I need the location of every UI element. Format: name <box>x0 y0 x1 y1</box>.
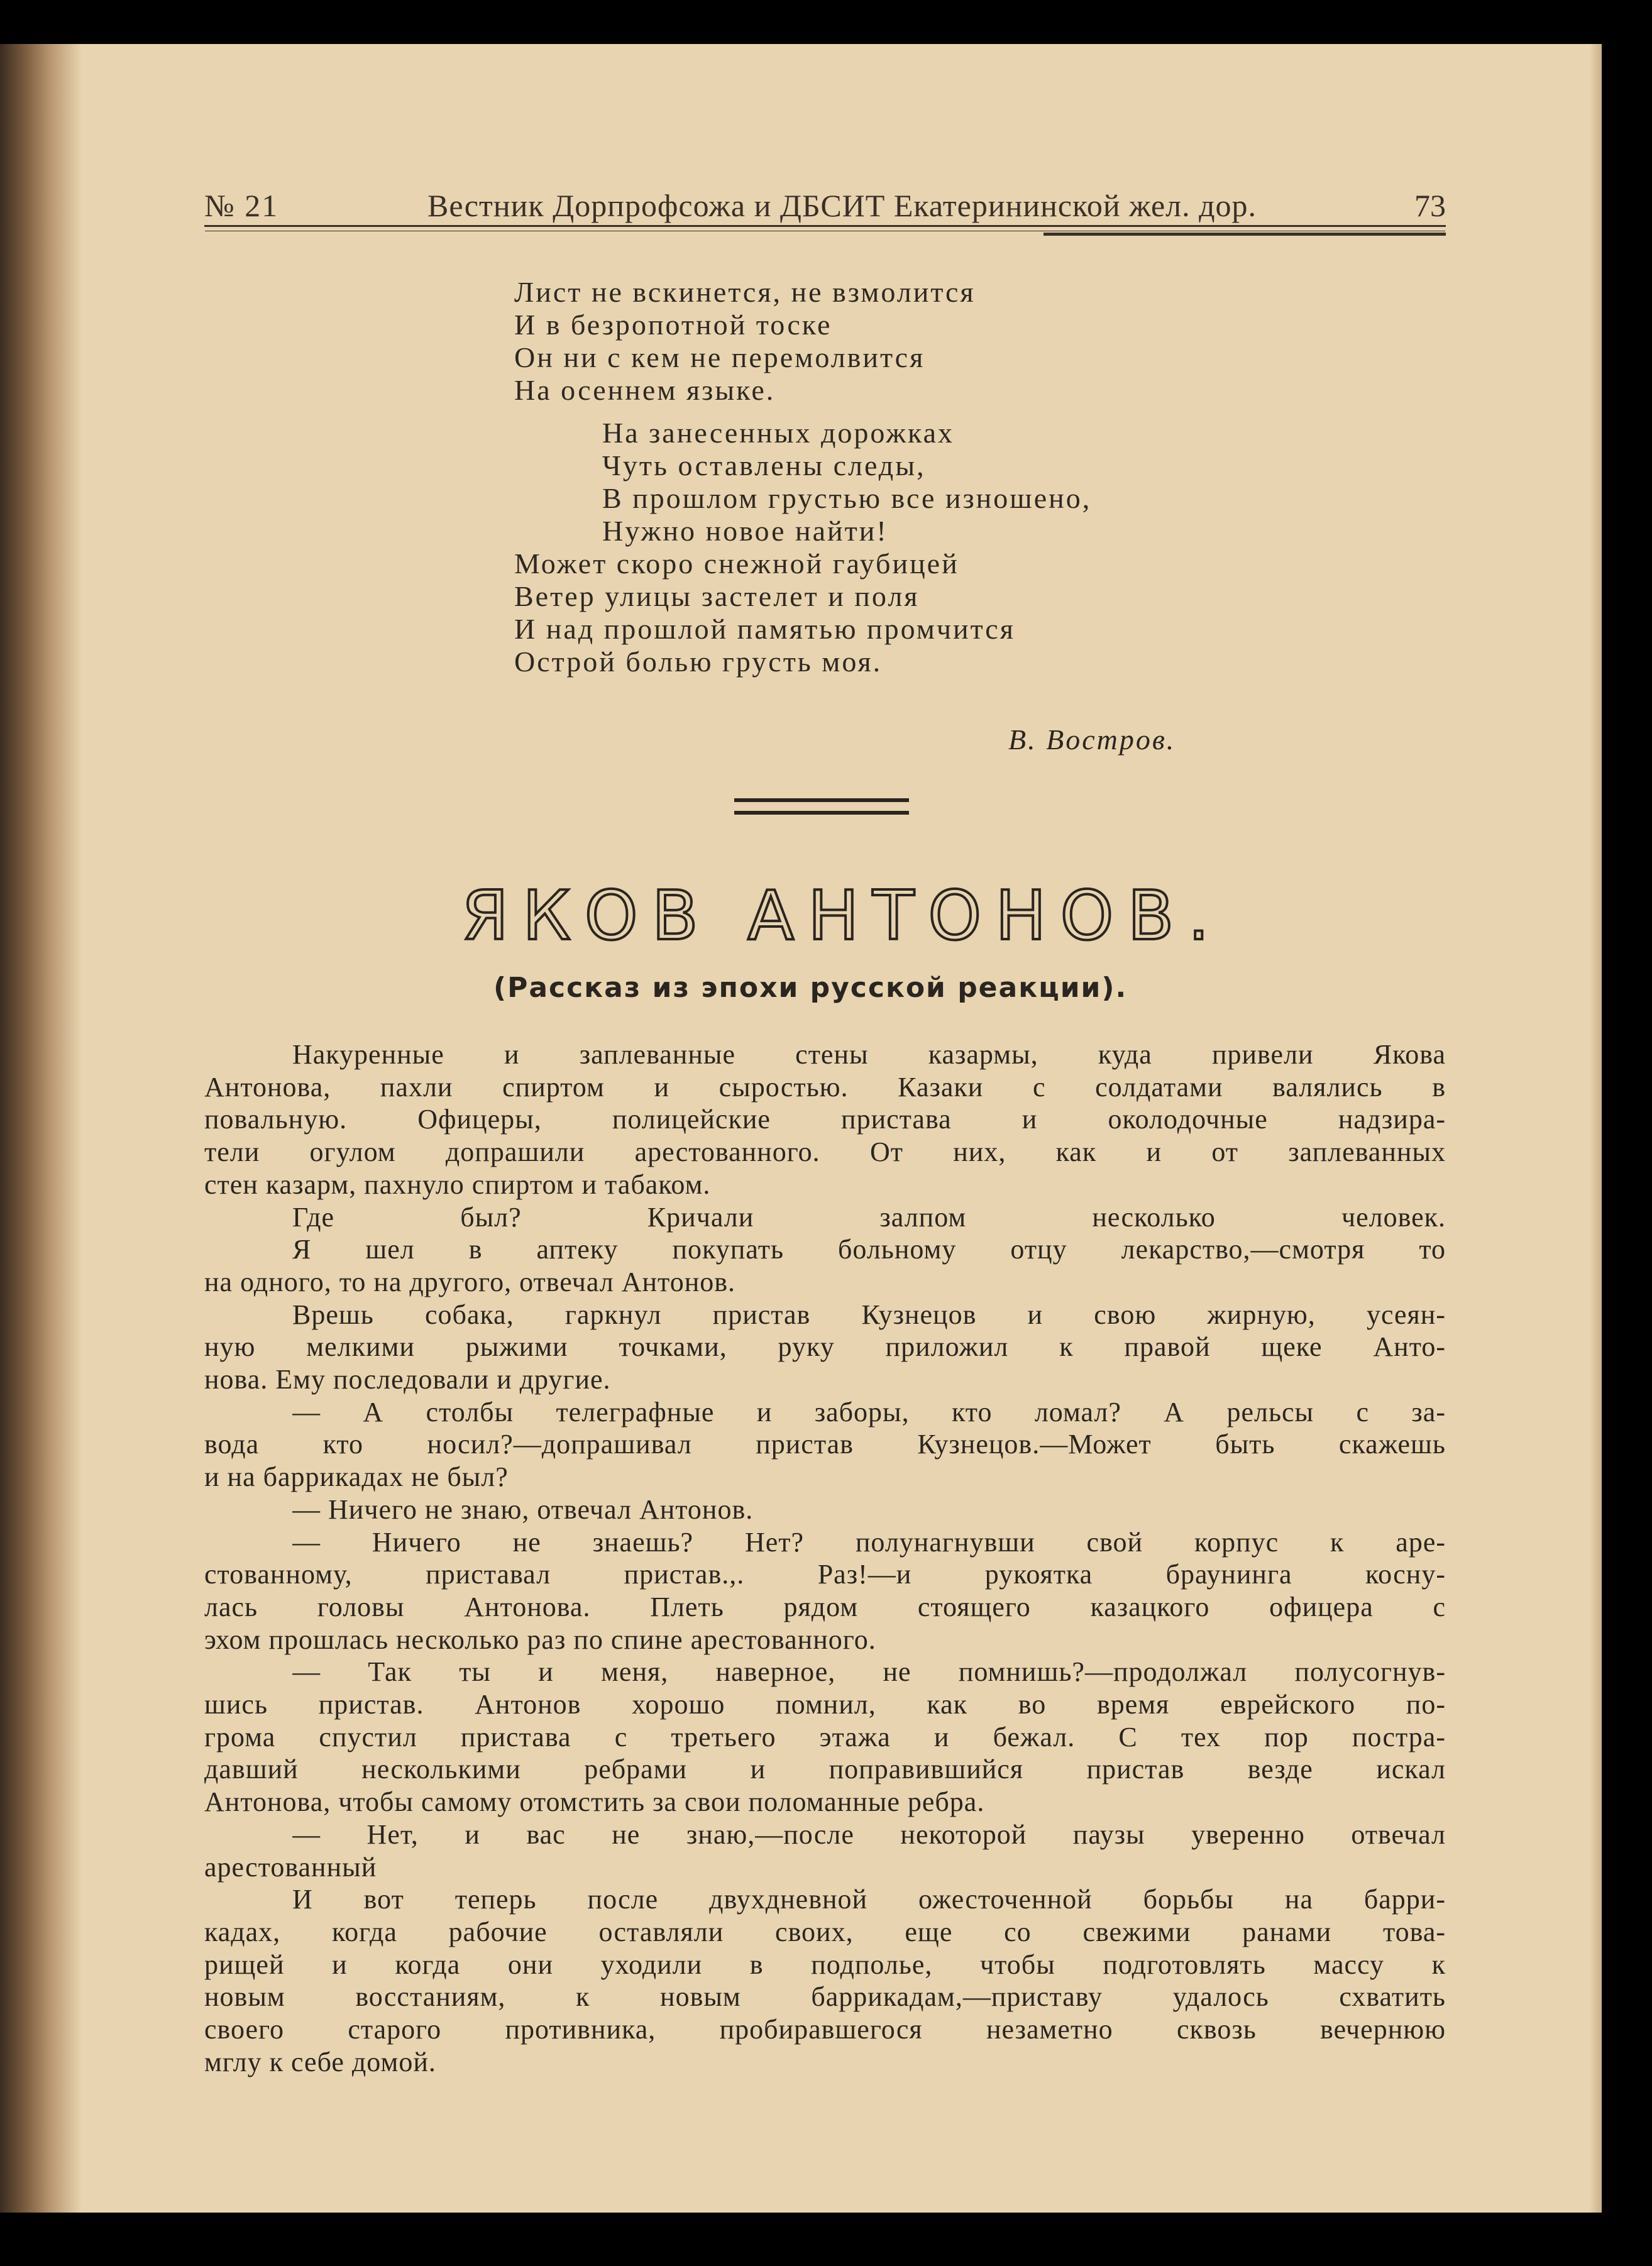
story-subtitle: (Рассказ из эпохи русской реакции). <box>493 972 1128 1004</box>
story-line: Антонова, чтобы самому отомстить за свои поломанные ребра. <box>204 1786 985 1818</box>
story-line: Врешь собака, гаркнул пристав Кузнецов и свою жирную, усеян- <box>292 1299 1446 1330</box>
poem-line: Ветер улицы застелет и поля <box>514 580 920 612</box>
story-line: давший несколькими ребрами и поправившийся пристав везде искал <box>204 1754 1446 1785</box>
story-line: ную мелкими рыжими точками, руку приложил к правой щеке Анто- <box>204 1331 1446 1363</box>
section-separator <box>734 798 909 821</box>
story-line: тели огулом допрашили арестованного. От них, как и от заплеванных <box>204 1136 1446 1168</box>
poem-line: Нужно новое найти! <box>602 515 888 547</box>
story-line: Накуренные и заплеванные стены казармы, куда привели Якова <box>292 1039 1446 1070</box>
header-rule-thick <box>1044 233 1446 236</box>
poem-line: На занесенных дорожках <box>602 417 955 449</box>
issue-number: № 21 <box>204 188 279 223</box>
poem-line: И в безропотной тоске <box>514 309 832 341</box>
poem-line: В прошлом грустью все изношено, <box>602 482 1092 514</box>
story-line: нова. Ему последовали и другие. <box>204 1364 611 1395</box>
story-line: и на баррикадах не был? <box>204 1461 509 1493</box>
poem-line: Он ни с кем не перемолвится <box>514 341 925 373</box>
poem-line: Может скоро снежной гаубицей <box>514 547 959 580</box>
poem-line: Чуть оставлены следы, <box>602 449 926 481</box>
story-line: — А столбы телеграфные и заборы, кто ломал? А рельсы с за- <box>292 1396 1446 1427</box>
story-line: мглу к себе домой. <box>204 2046 436 2077</box>
story-line: — Так ты и меня, наверное, не помнишь?—продолжал полусогнув- <box>292 1656 1446 1688</box>
poem-line: И над прошлой памятью промчится <box>514 613 1015 645</box>
story-line: вода кто носил?—допрашивал пристав Кузнецов.—Может быть скажешь <box>204 1429 1446 1460</box>
header-rule <box>204 225 1446 227</box>
story-line: стованному, приставал пристав.,. Раз!—и рукоятка браунинга косну- <box>204 1559 1446 1590</box>
story-line: шись пристав. Антонов хорошо помнил, как во время еврейского по- <box>204 1689 1446 1720</box>
story-line: Я шел в аптеку покупать больному отцу лекарство,—смотря то <box>292 1234 1446 1265</box>
page-number: 73 <box>1414 188 1446 223</box>
story-line: И вот теперь после двухдневной ожесточенной борьбы на барри- <box>292 1884 1446 1915</box>
story-line: новым восстаниям, к новым баррикадам,—приставу удалось схватить <box>204 1981 1446 2013</box>
story-line: повальную. Офицеры, полицейские пристава и околодочные надзира- <box>204 1104 1446 1135</box>
story-line: Антонова, пахли спиртом и сыростью. Казаки с солдатами валялись в <box>204 1071 1446 1103</box>
story-line: на одного, то на другого, отвечал Антонов. <box>204 1266 736 1297</box>
journal-page <box>0 44 1602 2213</box>
story-title: ЯКОВ АНТОНОВ. <box>461 877 1223 955</box>
story-line: рищей и когда они уходили в подполье, чтобы подготовлять массу к <box>204 1949 1446 1980</box>
story-line: Где был? Кричали залпом несколько человек. <box>292 1201 1446 1233</box>
poem-author: В. Востров. <box>1008 723 1176 756</box>
poem-line: На осеннем языке. <box>514 374 776 406</box>
story-line: стен казарм, пахнуло спиртом и табаком. <box>204 1169 711 1200</box>
book-spine-shadow <box>0 44 82 2213</box>
story-line: — Ничего не знаю, отвечал Антонов. <box>292 1493 754 1525</box>
story-line: арестованный <box>204 1851 377 1883</box>
story-line: — Нет, и вас не знаю,—после некоторой паузы уверенно отвечал <box>292 1818 1446 1850</box>
story-line: грома спустил пристава с третьего этажа и бежал. С тех пор постра- <box>204 1721 1446 1752</box>
story-line: эхом прошлась несколько раз по спине арестованного. <box>204 1624 876 1655</box>
story-line: лась головы Антонова. Плеть рядом стоящего казацкого офицера с <box>204 1591 1446 1622</box>
poem-line: Лист не вскинется, не взмолится <box>514 276 976 308</box>
story-line: — Ничего не знаешь? Нет? полунагнувши свой корпус к аре- <box>292 1526 1446 1558</box>
story-line: кадах, когда рабочие оставляли своих, еще со свежими ранами това- <box>204 1916 1446 1947</box>
poem-line: Острой болью грусть моя. <box>514 646 883 678</box>
journal-title: Вестник Дорпрофсожа и ДБСИТ Екатерининской жел. дор. <box>427 188 1257 223</box>
page-edge <box>1589 44 1602 2213</box>
story-line: своего старого противника, пробиравшегося незаметно сквозь вечернюю <box>204 2014 1446 2045</box>
